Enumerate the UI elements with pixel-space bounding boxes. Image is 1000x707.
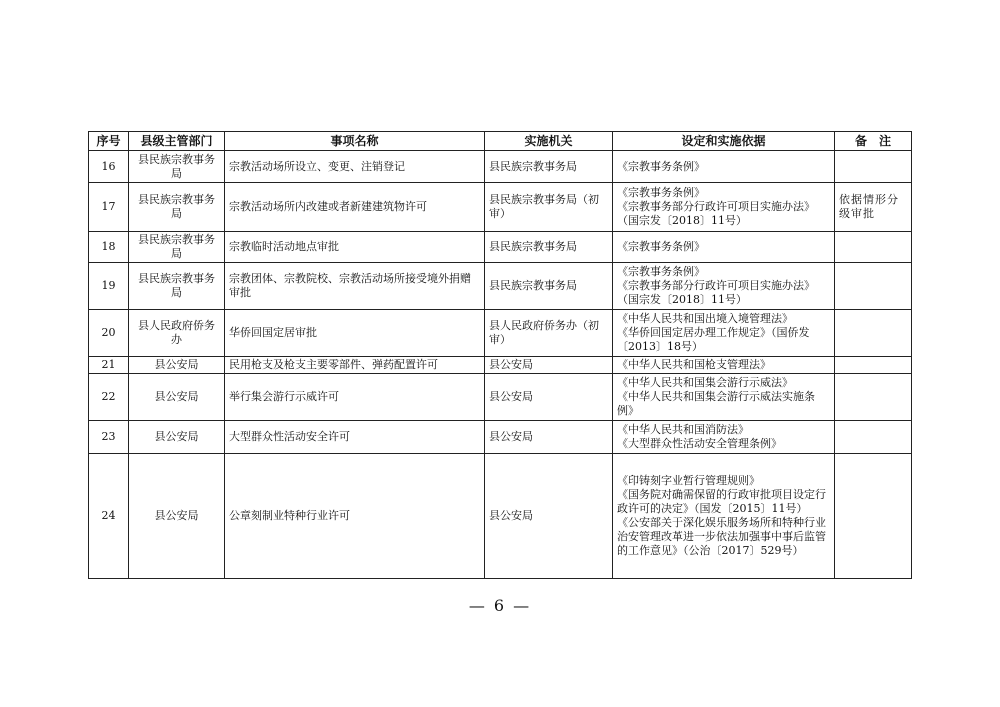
cell-no: 22 [89,374,129,421]
cell-item: 举行集会游行示威许可 [225,374,485,421]
cell-item: 公章刻制业特种行业许可 [225,454,485,579]
table-row [89,151,912,183]
header-note: 备 注 [835,132,912,151]
cell-no: 18 [89,232,129,263]
cell-dept: 县民族宗教事务局 [129,183,225,232]
cell-basis [613,183,835,232]
cell-note [835,454,912,579]
cell-agency: 县民族宗教事务局 [485,263,613,310]
cell-note [835,310,912,357]
header-dept: 县级主管部门 [129,132,225,151]
cell-agency: 县公安局 [485,357,613,374]
basis-line: 《宗教事务条例》 [617,186,705,199]
table-row [89,232,912,263]
cell-no: 23 [89,421,129,454]
cell-dept: 县人民政府侨务办 [129,310,225,357]
basis-line: 《中华人民共和国集会游行示威法》 [617,376,793,389]
cell-note [835,232,912,263]
cell-item: 宗教活动场所设立、变更、注销登记 [225,151,485,183]
cell-agency: 县公安局 [485,454,613,579]
cell-item: 大型群众性活动安全许可 [225,421,485,454]
cell-note [835,357,912,374]
cell-note [835,421,912,454]
header-no: 序号 [89,132,129,151]
basis-line: 《宗教事务条例》 [617,265,705,278]
cell-item: 民用枪支及枪支主要零部件、弹药配置许可 [225,357,485,374]
basis-line: 《宗教事务条例》 [617,159,705,173]
cell-note [835,151,912,183]
basis-line: 《宗教事务条例》 [617,240,705,253]
cell-basis [613,374,835,421]
cell-no: 20 [89,310,129,357]
cell-item: 宗教临时活动地点审批 [225,232,485,263]
cell-dept: 县公安局 [129,454,225,579]
basis-line: 《国务院对确需保留的行政审批项目设定行政许可的决定》（国发〔2015〕11号） [617,488,826,515]
cell-basis [613,310,835,357]
basis-line: 《中华人民共和国集会游行示威法实施条例》 [617,390,815,417]
cell-note: 依据情形分级审批 [835,183,912,232]
table-row [89,421,912,454]
cell-note [835,374,912,421]
basis-line: 《印铸刻字业暂行管理规则》 [617,474,760,487]
cell-agency: 县公安局 [485,374,613,421]
cell-dept: 县公安局 [129,357,225,374]
cell-basis [613,263,835,310]
cell-dept: 县民族宗教事务局 [129,263,225,310]
cell-agency: 县民族宗教事务局（初审） [485,183,613,232]
header-item: 事项名称 [225,132,485,151]
basis-line: 《华侨回国定居办理工作规定》（国侨发〔2013〕18号） [617,326,810,353]
page-number: — 6 — [468,596,532,615]
basis-line: 《宗教事务部分行政许可项目实施办法》（国宗发〔2018〕11号） [617,279,815,306]
header-row [89,132,912,151]
basis-line: 《中华人民共和国枪支管理法》 [617,358,771,371]
table-row [89,454,912,579]
cell-no: 24 [89,454,129,579]
header-agency: 实施机关 [485,132,613,151]
cell-agency: 县公安局 [485,421,613,454]
table-row [89,183,912,232]
cell-dept: 县公安局 [129,374,225,421]
cell-no: 21 [89,357,129,374]
cell-dept: 县公安局 [129,421,225,454]
table-row [89,357,912,374]
table-row [89,374,912,421]
cell-agency: 县民族宗教事务局 [485,151,613,183]
cell-no: 19 [89,263,129,310]
basis-line: 《中华人民共和国出境入境管理法》 [617,312,793,325]
permit-table [88,131,912,579]
basis-line: 《大型群众性活动安全管理条例》 [617,437,782,450]
table-row [89,310,912,357]
cell-item: 宗教团体、宗教院校、宗教活动场所接受境外捐赠审批 [225,263,485,310]
basis-line: 《宗教事务部分行政许可项目实施办法》（国宗发〔2018〕11号） [617,200,815,227]
table-row [89,263,912,310]
cell-no: 17 [89,183,129,232]
header-basis: 设定和实施依据 [613,132,835,151]
cell-basis [613,232,835,263]
cell-note [835,263,912,310]
basis-line: 《中华人民共和国消防法》 [617,423,749,436]
cell-agency: 县民族宗教事务局 [485,232,613,263]
cell-agency: 县人民政府侨务办（初审） [485,310,613,357]
cell-item: 宗教活动场所内改建或者新建建筑物许可 [225,183,485,232]
cell-basis [613,454,835,579]
cell-basis [613,421,835,454]
cell-dept: 县民族宗教事务局 [129,151,225,183]
cell-no: 16 [89,151,129,183]
cell-basis [613,151,835,183]
basis-line: 《公安部关于深化娱乐服务场所和特种行业治安管理改革进一步依法加强事中事后监管的工作意见》（公治〔2017〕529号） [617,516,826,557]
cell-item: 华侨回国定居审批 [225,310,485,357]
cell-basis [613,357,835,374]
cell-dept: 县民族宗教事务局 [129,232,225,263]
